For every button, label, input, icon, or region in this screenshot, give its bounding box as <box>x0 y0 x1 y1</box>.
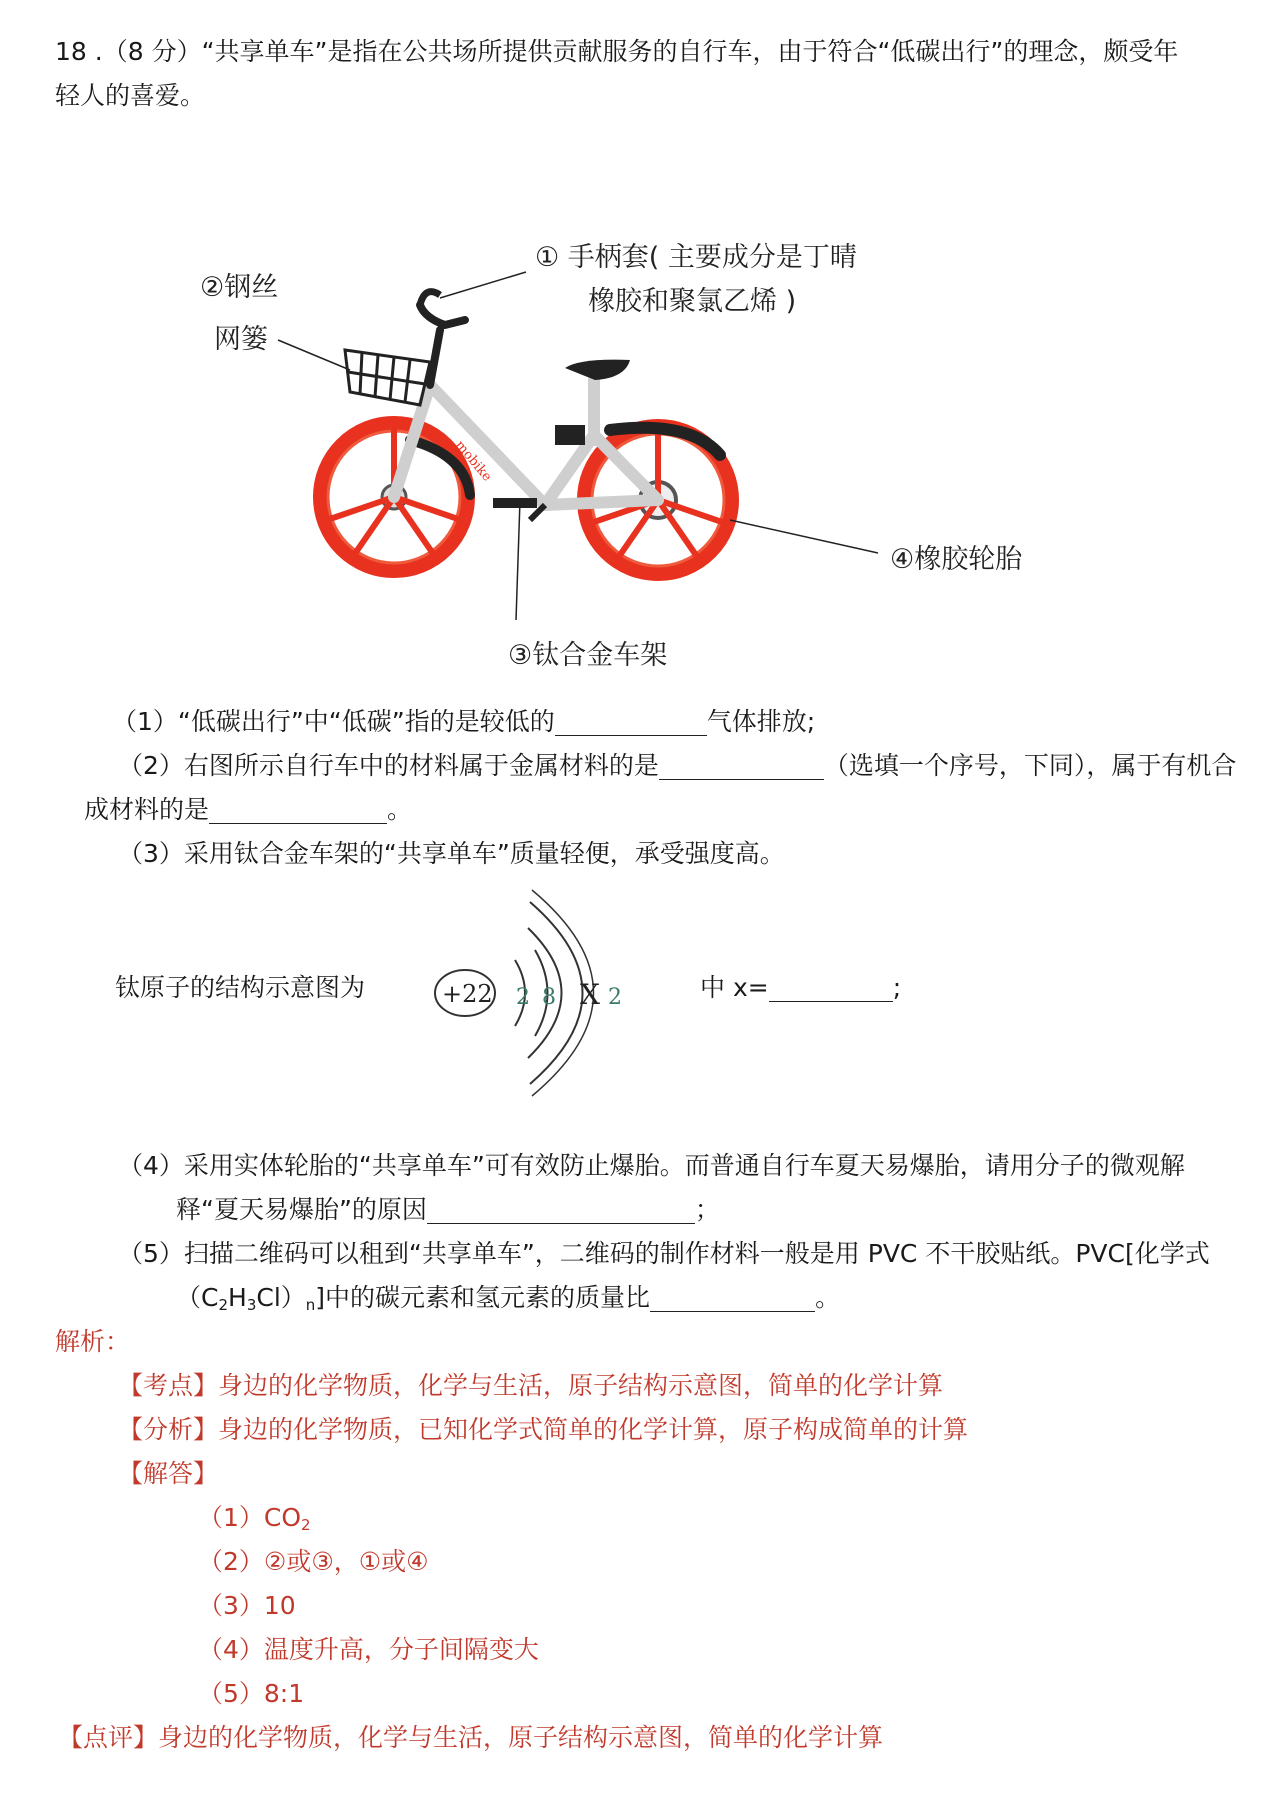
part-1: （1）“低碳出行”中“低碳”指的是较低的 气体排放; <box>112 707 816 736</box>
answer-blank-4[interactable] <box>427 1193 695 1224</box>
figure-label-4: ④橡胶轮胎 <box>890 544 1023 575</box>
label-2-line1: ②钢丝 <box>200 272 279 303</box>
part-3: （3）采用钛合金车架的“共享单车”质量轻便，承受强度高。 <box>118 839 785 868</box>
answer-blank-2b[interactable] <box>209 793 387 824</box>
part-5-line1: （5）扫描二维码可以租到“共享单车”，二维码的制作材料一般是用 PVC 不干胶贴纸。PVC[化学式 <box>118 1239 1210 1268</box>
label-2-line2: 网篓 <box>214 324 268 355</box>
figure-label-3: ③钛合金车架 <box>508 640 668 671</box>
frame-brand-text: mobike <box>451 437 495 485</box>
answer-2: （2）②或③，①或④ <box>198 1547 429 1576</box>
atom-nucleus: +22 <box>442 980 493 1008</box>
atom-shell-x: X <box>580 978 600 1011</box>
figure-label-2 <box>200 262 278 366</box>
leader-line-3 <box>516 500 520 620</box>
atom-structure-diagram <box>420 880 640 1100</box>
answer-blank-1[interactable] <box>555 705 707 736</box>
answer-blank-3[interactable] <box>769 971 893 1002</box>
leader-line-2 <box>278 340 350 370</box>
bike-seat <box>565 360 630 380</box>
bicycle-figure <box>0 0 1280 700</box>
part-5-line2: $(C_2H_3Cl)_n$]中的碳元素和氢元素的质量比 。 <box>176 1283 841 1314</box>
answer-3: （3）10 <box>198 1591 296 1620</box>
part-2-line1: （2）右图所示自行车中的材料属于金属材料的是 （选填一个序号，下同），属于有机合 <box>118 751 1237 780</box>
part-4-line1: （4）采用实体轮胎的“共享单车”可有效防止爆胎。而普通自行车夏天易爆胎，请用分子的微观解 <box>118 1151 1185 1180</box>
part-2-line2: 成材料的是 。 <box>84 795 413 824</box>
label-1-line2: 橡胶和聚氯乙烯 ) <box>588 286 797 317</box>
basket <box>345 350 430 405</box>
atom-shell-2: 8 <box>542 985 556 1010</box>
analysis-kaodian: 【考点】身边的化学物质，化学与生活，原子结构示意图，简单的化学计算 <box>118 1371 944 1400</box>
answer-1: $(1)CO_2$ <box>198 1503 311 1534</box>
question-score: （8 分） <box>102 37 202 66</box>
question-number: 18 <box>55 37 87 66</box>
answer-5: （5）8:1 <box>198 1679 305 1708</box>
leader-line-1 <box>440 272 526 298</box>
analysis-fenxi: 【分析】身边的化学物质，已知化学式简单的化学计算，原子构成简单的计算 <box>118 1415 969 1444</box>
question-intro-line2: 轻人的喜爱。 <box>55 81 206 110</box>
answer-blank-5[interactable] <box>650 1281 815 1312</box>
part-4-line2: 释“夏天易爆胎”的原因 ； <box>176 1195 720 1224</box>
analysis-heading: 解析： <box>55 1327 131 1356</box>
answer-4: （4）温度升高，分子间隔变大 <box>198 1635 539 1664</box>
figure-label-1 <box>535 236 857 324</box>
label-1-line1: ① 手柄套( 主要成分是丁晴 <box>535 242 857 273</box>
question-intro-line1: 18 .（8 分）“共享单车”是指在公共场所提供贡献服务的自行车，由于符合“低碳出行”的理念，颇受年 <box>55 37 1179 66</box>
answer-blank-2a[interactable] <box>659 749 824 780</box>
analysis-jieda: 【解答】 <box>118 1459 219 1488</box>
intro-text: “共享单车”是指在公共场所提供贡献服务的自行车，由于符合“低碳出行”的理念，颇受年 <box>201 37 1179 66</box>
analysis-dianping: 【点评】身边的化学物质，化学与生活，原子结构示意图，简单的化学计算 <box>58 1723 884 1752</box>
leader-line-4 <box>730 520 878 553</box>
atom-shell-1: 2 <box>516 985 530 1010</box>
atom-label: 钛原子的结构示意图为 <box>115 973 366 1002</box>
atom-shell-4: 2 <box>608 985 622 1010</box>
atom-x-question: 中 x= ; <box>700 973 902 1002</box>
